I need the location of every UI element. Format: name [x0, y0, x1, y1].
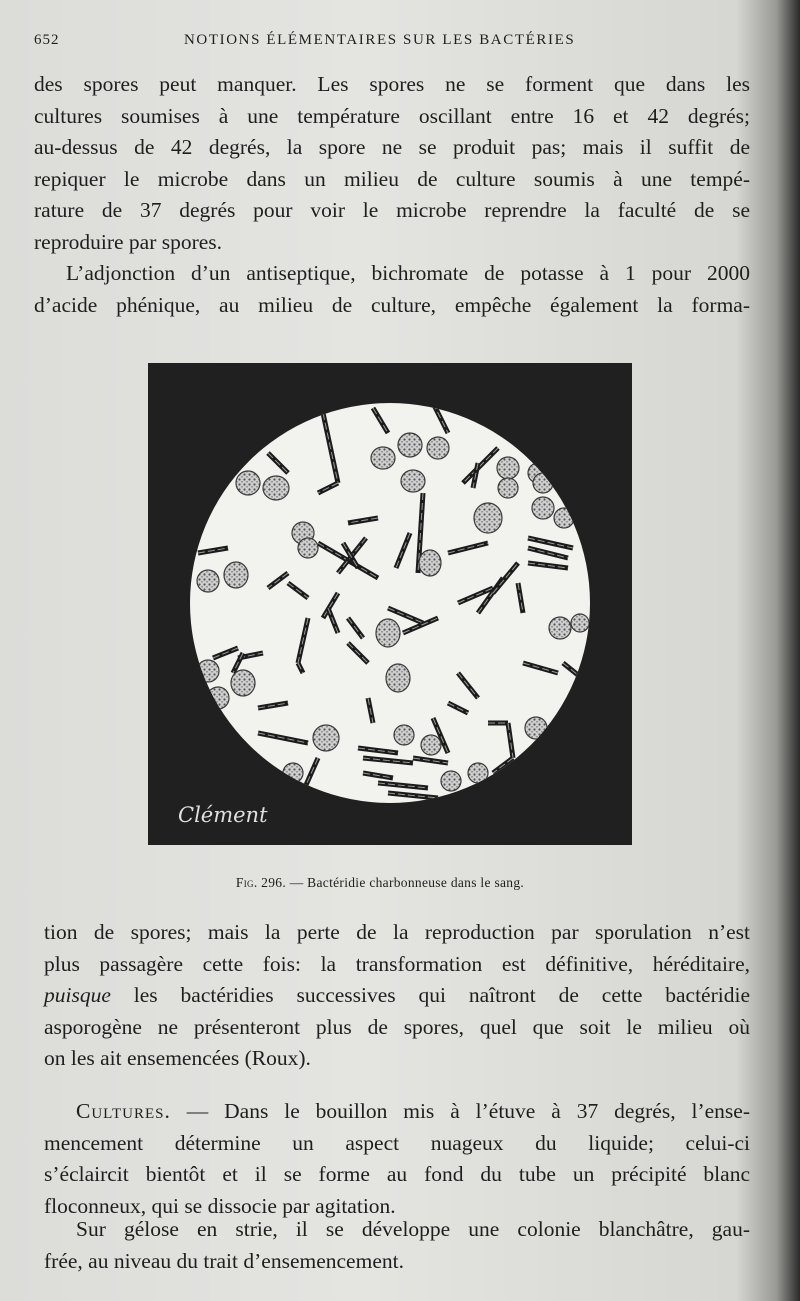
blood-cell: [474, 503, 502, 533]
figure-number: Fig. 296.: [235, 875, 287, 890]
text-line: au-dessus de 42 degrés, la spore ne se produit pas; mais il suffit de: [34, 135, 750, 159]
text-line: frée, au niveau du trait d’ensemencement.: [44, 1248, 404, 1273]
text-line: des spores peut manquer. Les spores ne se forment que dans les: [34, 72, 750, 96]
text-line: on les ait ensemencées (Roux).: [44, 1046, 311, 1070]
paragraph-perte-sporulation: [44, 917, 750, 1075]
blood-cell: [398, 433, 422, 457]
blood-cell: [394, 725, 414, 745]
text-span: — Dans le bouillon mis à l’étuve à 37 degrés, l’ense-: [170, 1099, 750, 1123]
text-line: Sur gélose en strie, il se développe une colonie blanchâtre, gau-: [76, 1217, 750, 1241]
text-line: repiquer le microbe dans un milieu de culture soumis à une tempé-: [34, 166, 750, 191]
running-header: [34, 30, 754, 52]
text-span: les bactéridies successives qui naîtront de cette bactéridie: [110, 983, 750, 1007]
blood-cell: [236, 471, 260, 495]
paragraph-antiseptique: [34, 258, 750, 321]
text-line: reproduire par spores.: [34, 229, 223, 254]
microscope-view-image: [148, 363, 632, 845]
blood-cell: [401, 470, 425, 492]
blood-cell: [571, 614, 589, 632]
text-line: tion de spores; mais la perte de la reproduction par sporulation n’est: [44, 920, 750, 944]
blood-cell: [532, 497, 554, 519]
paragraph-cultures: [44, 1096, 750, 1222]
text-line: [44, 980, 750, 1012]
emphasis-word: puisque: [44, 983, 111, 1007]
blood-cell: [298, 538, 318, 558]
blood-cell: [427, 437, 449, 459]
figure-caption: [0, 875, 760, 891]
text-line: [44, 1096, 750, 1128]
blood-cell: [376, 619, 400, 647]
blood-cell: [421, 735, 441, 755]
blood-cell: [263, 476, 289, 500]
section-heading: Cultures.: [76, 1099, 171, 1123]
figure-illustration: [148, 363, 632, 845]
artist-signature: Clément: [178, 803, 268, 827]
blood-cell: [441, 771, 461, 791]
blood-cell: [231, 670, 255, 696]
text-line: L’adjonction d’un antiseptique, bichromate de potasse à 1 pour 2000: [66, 261, 750, 285]
blood-cell: [549, 617, 571, 639]
text-line: s’éclaircit bientôt et il se forme au fond du tube un précipité blanc: [44, 1162, 750, 1186]
blood-cell: [313, 725, 339, 751]
blood-cell: [498, 478, 518, 498]
text-line: d’acide phénique, au milieu de culture, empêche également la forma-: [34, 292, 750, 317]
paragraph-gelose: [44, 1214, 750, 1277]
page-number: 652: [34, 32, 60, 48]
blood-cell: [371, 447, 395, 469]
blood-cell: [197, 570, 219, 592]
paragraph-spores: [34, 69, 750, 258]
text-line: floconneux, qui se dissocie par agitation.: [44, 1193, 396, 1218]
blood-cell: [224, 562, 248, 588]
text-line: cultures soumises à une température oscillant entre 16 et 42 degrés;: [34, 103, 750, 128]
text-line: asporogène ne présenteront plus de spores, quel que soit le milieu où: [44, 1014, 750, 1039]
text-line: rature de 37 degrés pour voir le microbe reprendre la faculté de se: [34, 198, 750, 222]
text-line: mencement détermine un aspect nuageux du liquide; celui-ci: [44, 1130, 750, 1155]
text-line: plus passagère cette fois: la transformation est définitive, héréditaire,: [44, 951, 750, 976]
running-title: NOTIONS ÉLÉMENTAIRES SUR LES BACTÉRIES: [184, 32, 576, 48]
blood-cell: [386, 664, 410, 692]
blood-cell: [419, 550, 441, 576]
blood-cell: [497, 457, 519, 479]
caption-text: — Bactéridie charbonneuse dans le sang.: [289, 875, 525, 890]
